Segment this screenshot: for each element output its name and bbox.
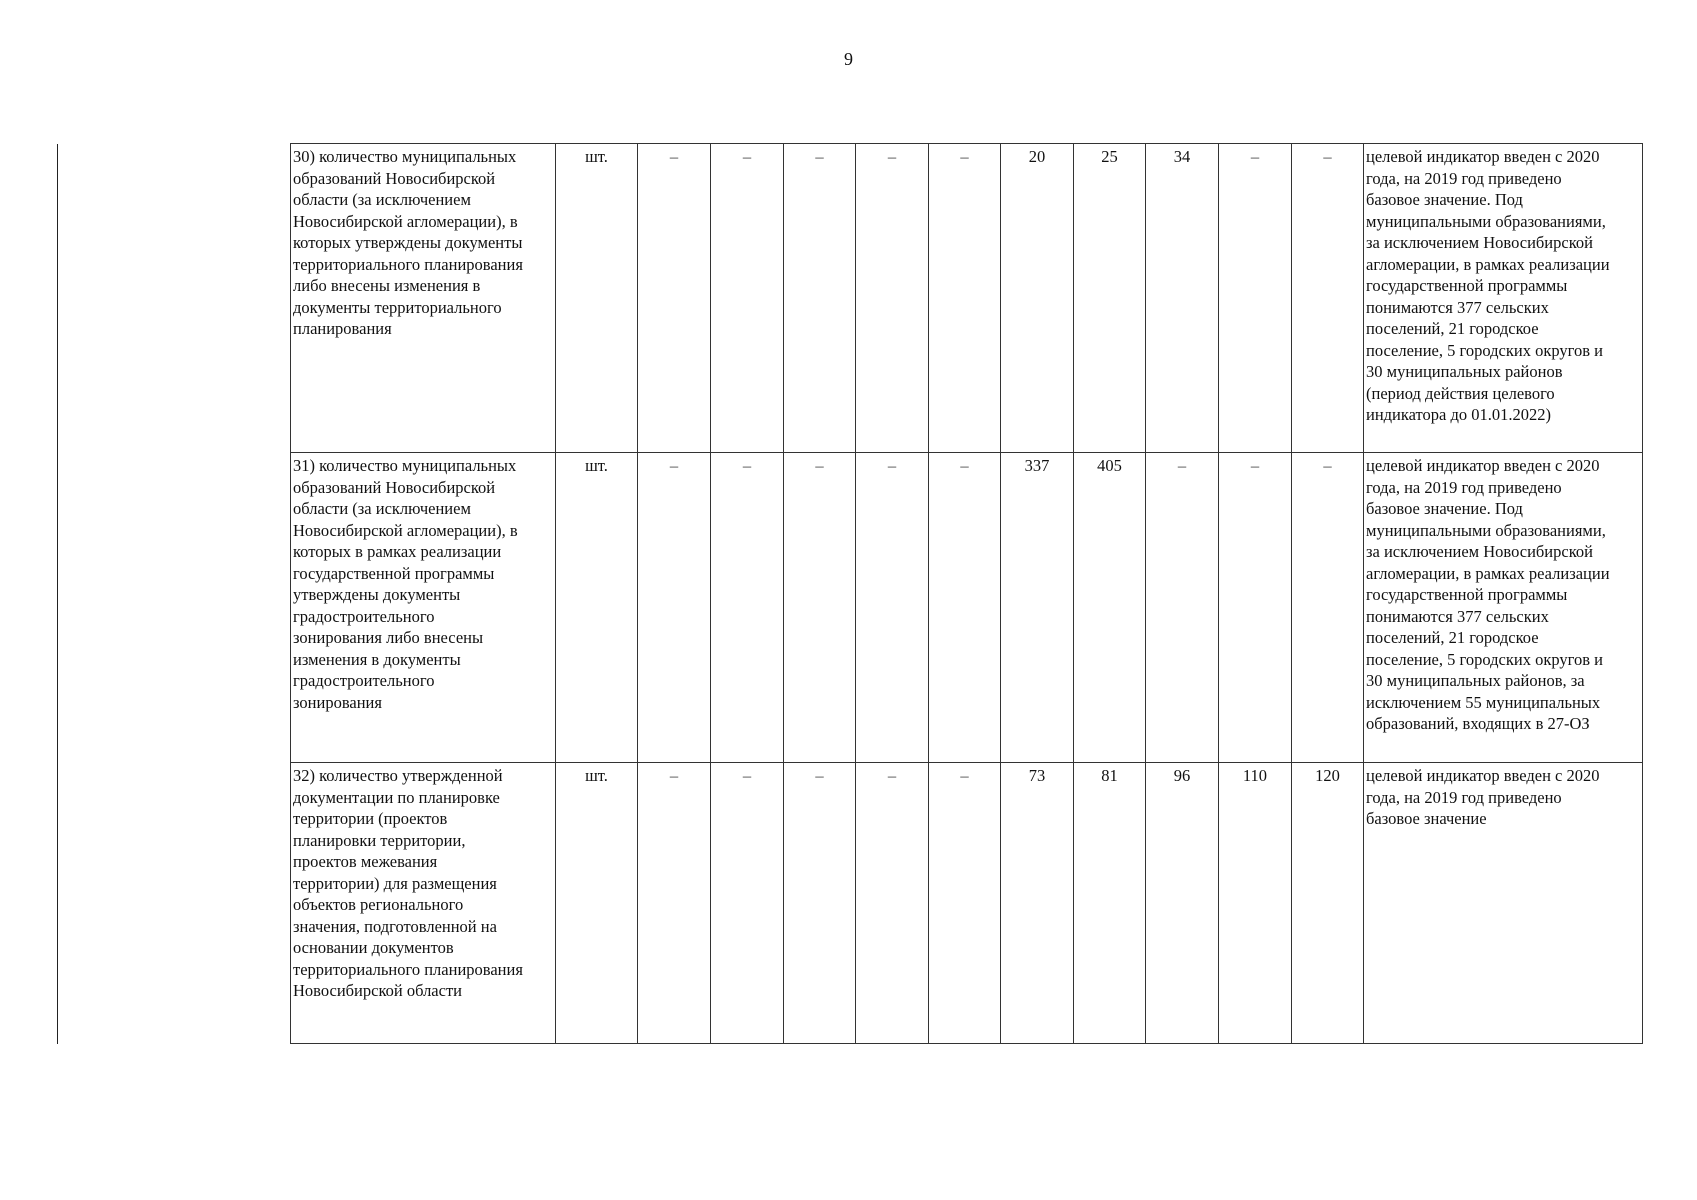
indicator-note: целевой индикатор введен с 2020 года, на 2019 год приведено базовое значение. Под муниципальными образованиями, за исключением Новосибирской агломерации, в рамках реализации государственной программы понимаются 377 сельских поселений, 21 городское поселение, 5 городских округов и 30 муниципальных районов (период действия целевого индикатора до 01.01.2022) [1364,144,1643,453]
indicator-value: – [638,763,711,1044]
indicator-unit: шт. [556,144,638,453]
indicator-value: – [1292,144,1364,453]
indicator-value: – [784,453,856,763]
table-row [291,144,1643,453]
indicator-value: – [1292,453,1364,763]
indicator-value: 96 [1146,763,1219,1044]
indicator-value: – [1146,453,1219,763]
indicator-name: 31) количество муниципальных образований Новосибирской области (за исключением Новосибирской агломерации), в которых в рамках реализации государственной программы утверждены документы градостроительного зонирования либо внесены изменения в документы градостроительного зонирования [291,453,556,763]
indicator-value: – [711,763,784,1044]
page-number: 9 [844,49,853,69]
indicator-unit: шт. [556,763,638,1044]
indicator-value: 81 [1074,763,1146,1044]
indicator-value: – [929,763,1001,1044]
table-row [291,763,1643,1044]
indicator-value: – [856,453,929,763]
indicator-note: целевой индикатор введен с 2020 года, на 2019 год приведено базовое значение [1364,763,1643,1044]
margin-line [57,144,58,1044]
indicator-value: 25 [1074,144,1146,453]
indicator-value: 337 [1001,453,1074,763]
table-row [291,453,1643,763]
indicator-value: 20 [1001,144,1074,453]
indicator-value: – [711,144,784,453]
indicator-note: целевой индикатор введен с 2020 года, на 2019 год приведено базовое значение. Под муниципальными образованиями, за исключением Новосибирской агломерации, в рамках реализации государственной программы понимаются 377 сельских поселений, 21 городское поселение, 5 городских округов и 30 муниципальных районов, за исключением 55 муниципальных образований, входящих в 27-ОЗ [1364,453,1643,763]
indicator-value: – [784,144,856,453]
indicator-value: – [929,453,1001,763]
indicators-table [290,143,1643,1044]
indicator-name: 32) количество утвержденной документации по планировке территории (проектов планировки территории, проектов межевания территории) для размещения объектов регионального значения, подготовленной на основании документов территориального планирования Новосибирской области [291,763,556,1044]
indicator-value: – [638,144,711,453]
indicator-name: 30) количество муниципальных образований Новосибирской области (за исключением Новосибирской агломерации), в которых утверждены документы территориального планирования либо внесены изменения в документы территориального планирования [291,144,556,453]
indicator-value: – [638,453,711,763]
indicator-value: – [1219,144,1292,453]
indicator-value: 73 [1001,763,1074,1044]
indicator-value: – [929,144,1001,453]
indicator-value: – [856,763,929,1044]
indicator-value: 34 [1146,144,1219,453]
indicator-value: 110 [1219,763,1292,1044]
indicator-value: 120 [1292,763,1364,1044]
indicator-unit: шт. [556,453,638,763]
indicator-value: – [856,144,929,453]
indicator-value: 405 [1074,453,1146,763]
indicator-value: – [784,763,856,1044]
indicator-value: – [1219,453,1292,763]
indicator-value: – [711,453,784,763]
